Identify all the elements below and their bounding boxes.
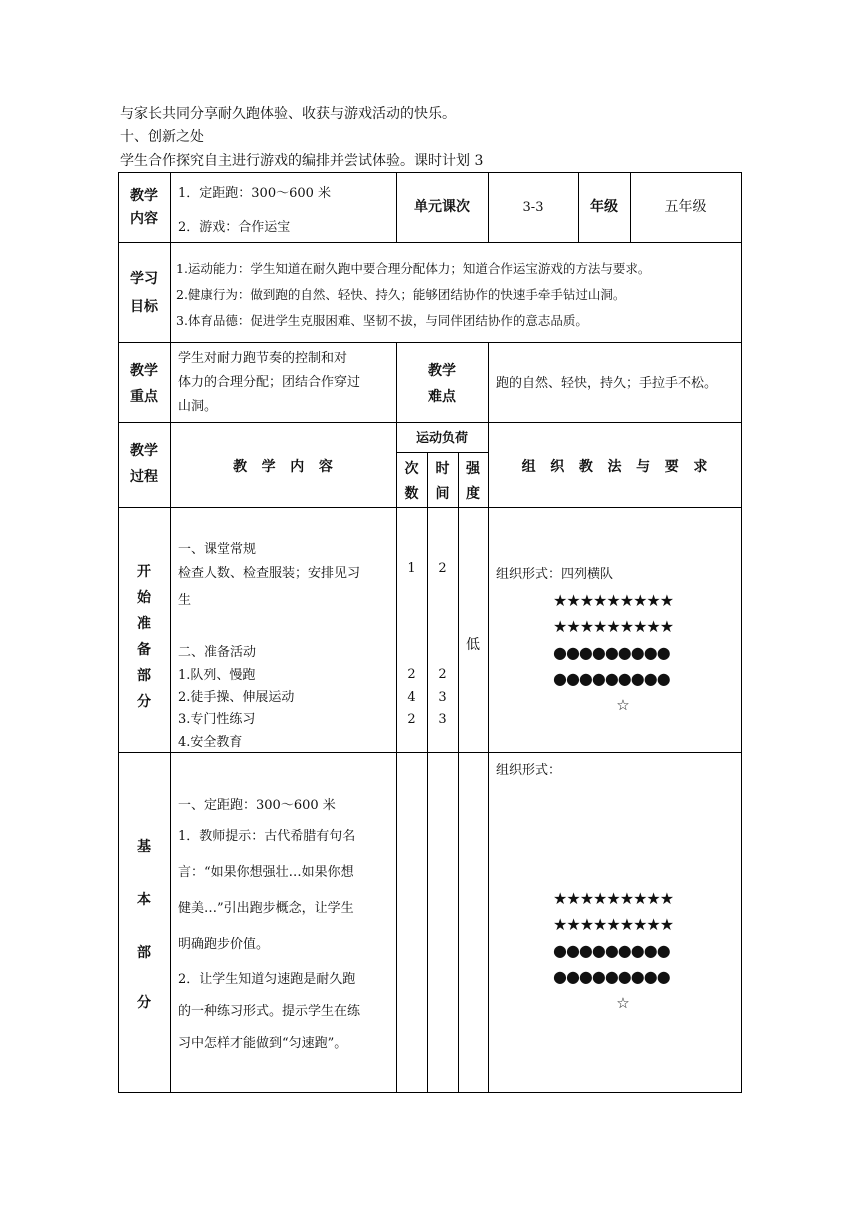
section-label-char: 分 (137, 995, 151, 1011)
paragraph-2-line: 的一种练习形式。提示学生在练 (178, 1004, 361, 1019)
row-label-goals-a: 学习 (130, 271, 158, 287)
student-row: ●●●●●●●●● (553, 941, 670, 960)
warmup-item: 3.专门性练习 (178, 712, 256, 727)
row-label-key-b: 重点 (130, 389, 158, 405)
column-header-intensity-a: 强 (466, 461, 480, 477)
row-label-content-a: 教学 (130, 188, 158, 204)
time-value: 2 (438, 667, 447, 682)
column-header-count-b: 数 (404, 486, 419, 502)
difficulty-text: 跑的自然、轻快，持久；手拉手不松。 (496, 376, 718, 391)
paragraph-1-line: 言：“如果你想强壮…如果你想 (178, 865, 354, 880)
section-label-char: 准 (137, 616, 151, 632)
section-label-char: 开 (137, 564, 151, 580)
section-label-char: 备 (137, 642, 151, 658)
formation-diagram (553, 886, 693, 1016)
difficulty-label-a: 教学 (428, 363, 456, 379)
count-value: 1 (407, 561, 416, 576)
row-label-goals-b: 目标 (130, 299, 158, 315)
routine-text-b: 生 (178, 593, 192, 608)
section-label-char: 本 (137, 892, 151, 908)
routine-text-a: 检查人数、检查服装；安排见习 (178, 566, 361, 581)
row-label-key-a: 教学 (130, 363, 158, 379)
paragraph-1-line: 健美…”引出跑步概念，让学生 (178, 901, 354, 916)
key-point-line-2: 体力的合理分配；团结合作穿过 (178, 375, 361, 390)
intro-line-1: 与家长共同分享耐久跑体验、收获与游戏活动的快乐。 (120, 106, 456, 122)
teacher-star-icon: ☆ (616, 696, 630, 714)
warmup-item: 4.安全教育 (178, 735, 243, 750)
warmup-title: 二、准备活动 (178, 645, 257, 660)
goal-2: 2.健康行为：做到跑的自然、轻快、持久；能够团结协作的快速手牵手钻过山洞。 (176, 287, 626, 302)
paragraph-2-line: 2．让学生知道匀速跑是耐久跑 (178, 972, 356, 987)
routine-title: 一、课堂常规 (178, 542, 257, 557)
student-row: ●●●●●●●●● (553, 967, 670, 986)
unit-value: 3-3 (522, 200, 544, 215)
goal-3: 3.体育品德：促进学生克服困难、坚韧不拔，与同伴团结协作的意志品质。 (176, 313, 588, 328)
organization-label: 组织形式：四列横队 (496, 567, 614, 582)
goal-1: 1.运动能力：学生知道在耐久跑中要合理分配体力；知道合作运宝游戏的方法与要求。 (176, 261, 651, 276)
student-row: ★★★★★★★★★ (553, 889, 674, 908)
row-label-process-a: 教学 (130, 443, 158, 459)
intensity-value: 低 (466, 637, 480, 653)
column-header-time-a: 时 (435, 461, 450, 477)
paragraph-1-line: 1．教师提示：古代希腊有句名 (178, 829, 356, 844)
key-point-line-1: 学生对耐力跑节奏的控制和对 (178, 351, 348, 366)
section-label-char: 分 (137, 694, 151, 710)
student-row: ★★★★★★★★★ (553, 915, 674, 934)
difficulty-label-b: 难点 (428, 389, 456, 405)
time-value: 3 (438, 690, 447, 705)
count-value: 2 (407, 667, 416, 682)
formation-diagram (553, 588, 693, 718)
warmup-item: 1.队列、慢跑 (178, 668, 256, 683)
column-header-method: 组 织 教 法 与 要 求 (521, 459, 708, 475)
paragraph-2-line: 习中怎样才能做到“匀速跑”。 (178, 1036, 348, 1051)
column-header-time-b: 间 (435, 486, 450, 502)
grade-label: 年级 (590, 199, 618, 215)
count-value: 2 (407, 712, 416, 727)
time-value: 2 (438, 561, 447, 576)
section-heading-innovation: 十、创新之处 (120, 129, 204, 145)
section-label-char: 始 (137, 590, 151, 606)
teacher-star-icon: ☆ (616, 994, 630, 1012)
content-item-2: 2．游戏：合作运宝 (178, 220, 291, 235)
section-label-char: 部 (137, 945, 151, 961)
student-row: ●●●●●●●●● (553, 669, 670, 688)
student-row: ●●●●●●●●● (553, 643, 670, 662)
grade-value: 五年级 (664, 199, 707, 215)
student-row: ★★★★★★★★★ (553, 617, 674, 636)
student-row: ★★★★★★★★★ (553, 591, 674, 610)
key-point-line-3: 山洞。 (178, 399, 218, 414)
distance-run-title: 一、定距跑：300～600 米 (178, 798, 336, 813)
unit-label: 单元课次 (414, 199, 470, 215)
column-header-count-a: 次 (404, 461, 419, 477)
time-value: 3 (438, 712, 447, 727)
content-item-1: 1．定距跑：300～600 米 (178, 186, 332, 201)
section-label-char: 基 (137, 839, 151, 855)
column-header-load: 运动负荷 (415, 431, 468, 446)
count-value: 4 (407, 690, 416, 705)
paragraph-1-line: 明确跑步价值。 (178, 937, 270, 952)
warmup-item: 2.徒手操、伸展运动 (178, 690, 295, 705)
column-header-intensity-b: 度 (466, 486, 480, 502)
column-header-content: 教 学 内 容 (233, 459, 333, 475)
row-label-content-b: 内容 (130, 211, 158, 227)
intro-line-3: 学生合作探究自主进行游戏的编排并尝试体验。课时计划 3 (120, 153, 484, 169)
row-label-process-b: 过程 (130, 469, 158, 485)
section-label-char: 部 (137, 668, 151, 684)
organization-label: 组织形式： (496, 763, 562, 778)
